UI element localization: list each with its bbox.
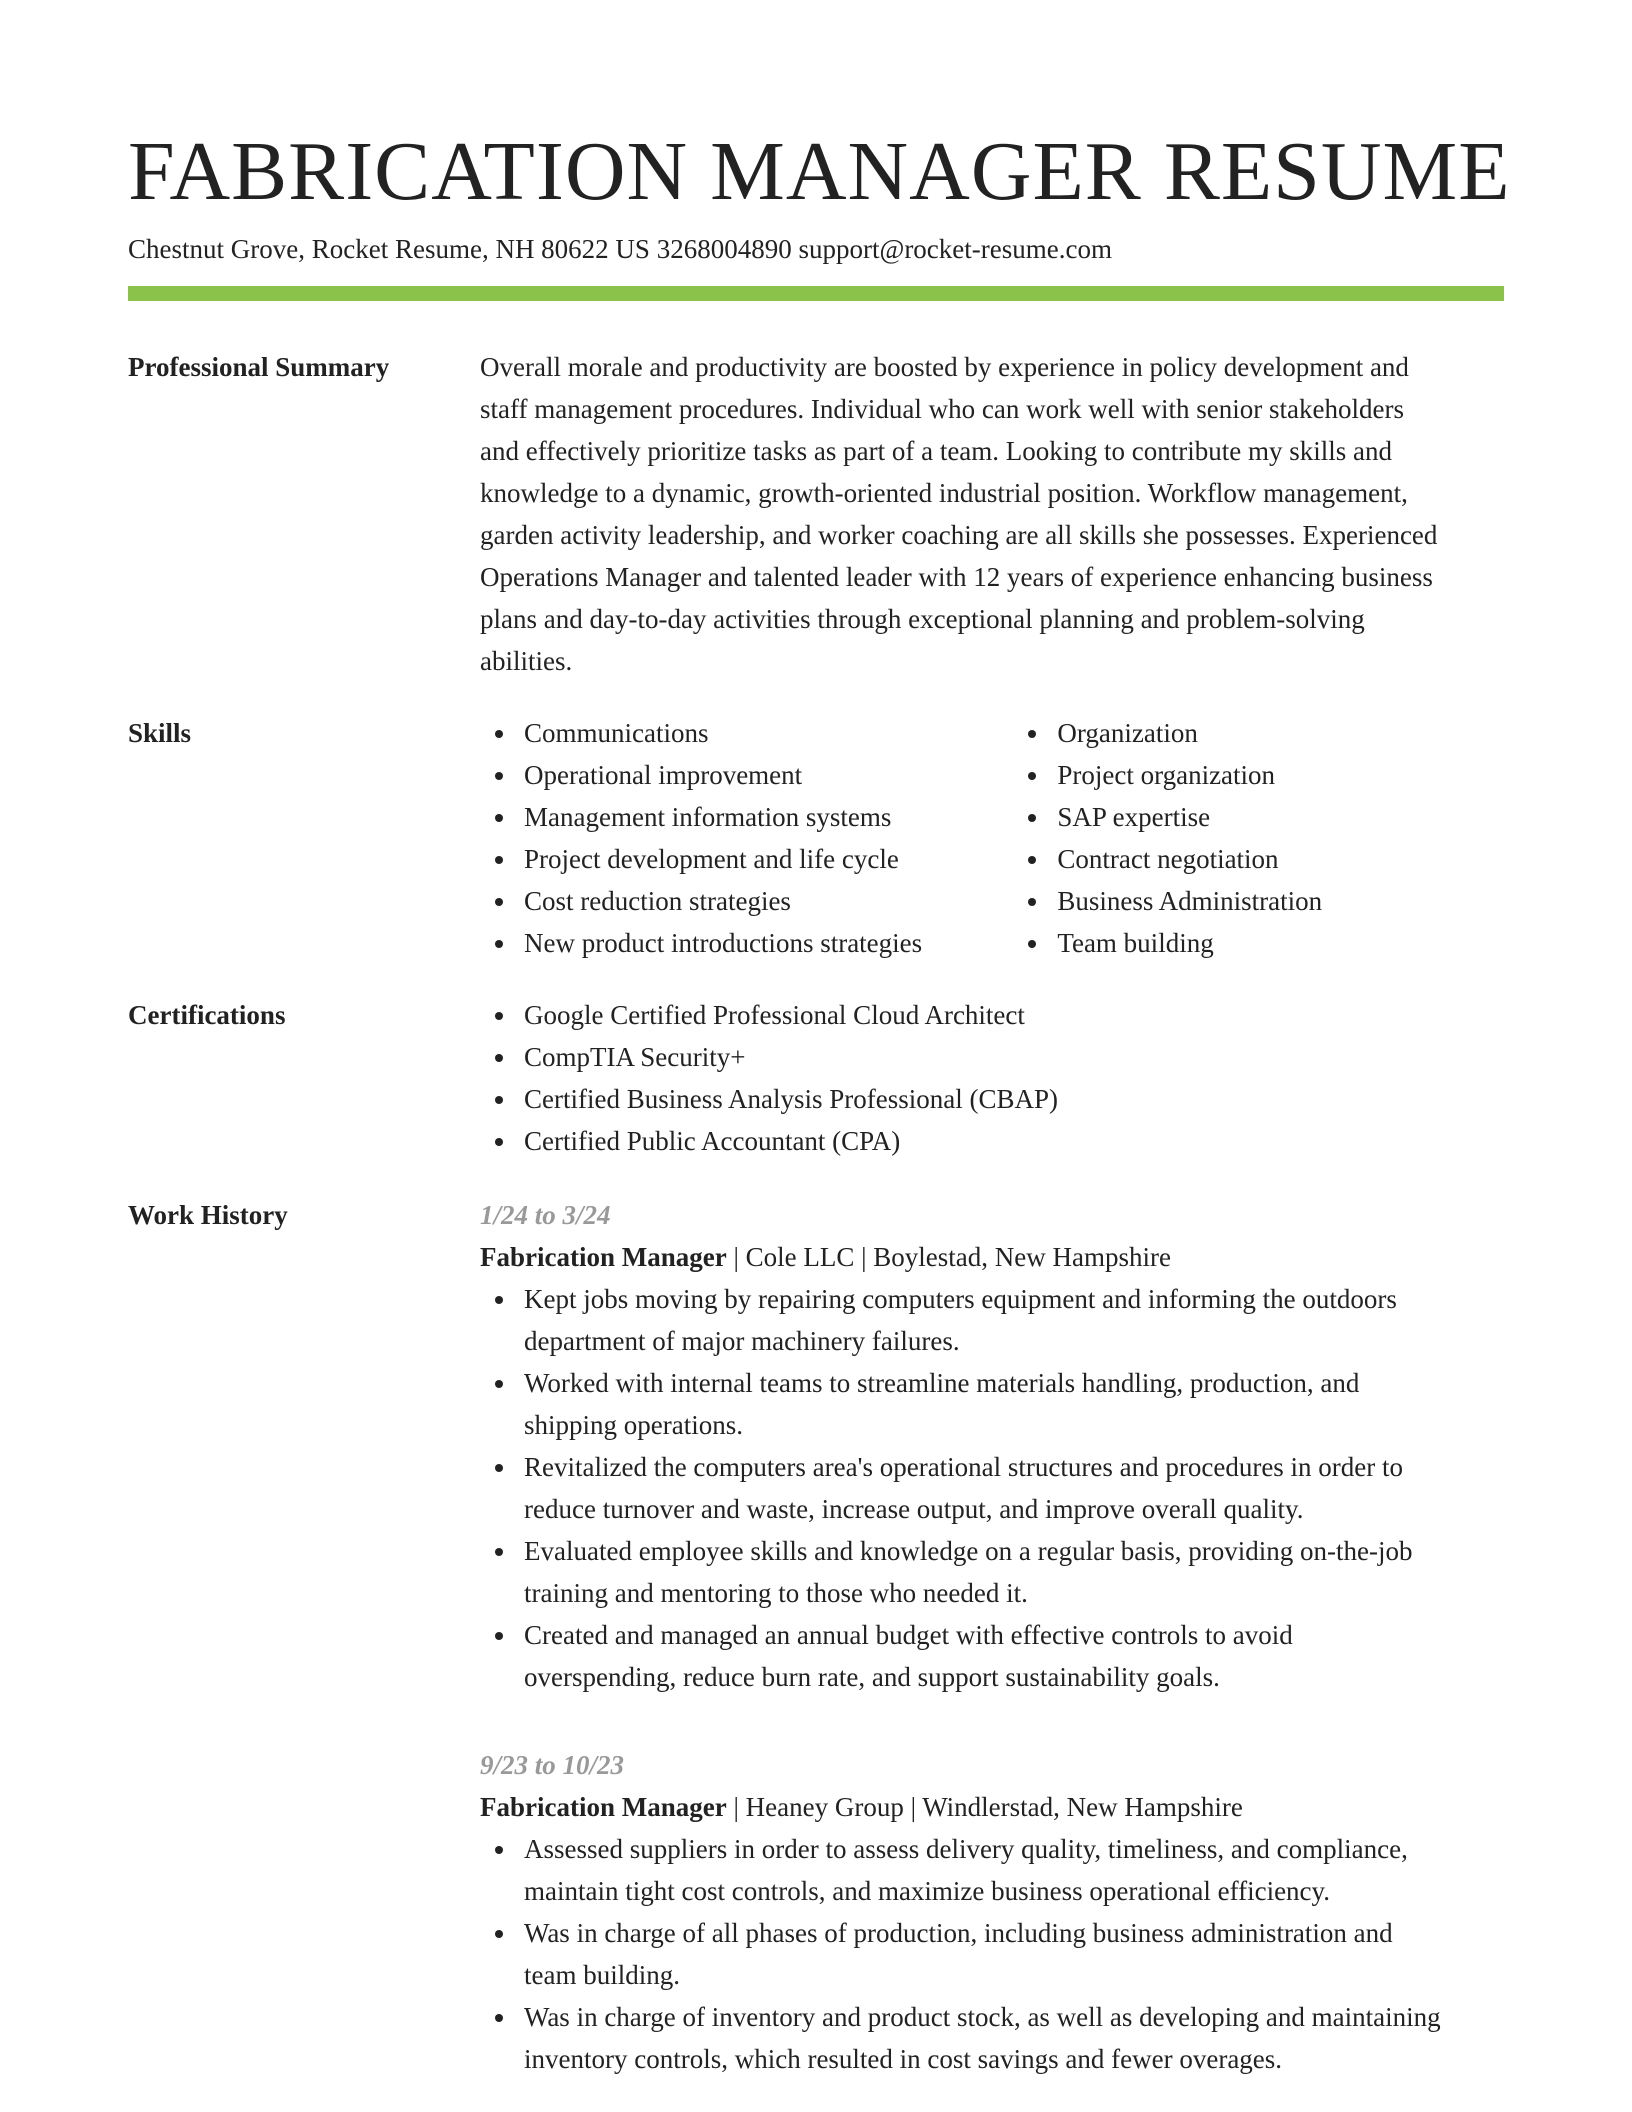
job-entry [480, 1194, 1504, 1698]
bullet-line: inventory controls, which resulted in cost savings and fewer overages. [524, 2044, 1283, 2074]
bullet-line: training and mentoring to those who needed it. [524, 1578, 1028, 1608]
job-heading [480, 1236, 1504, 1278]
summary-line: knowledge to a dynamic, growth-oriented industrial position. Workflow management, [480, 478, 1408, 508]
summary-line: garden activity leadership, and worker coaching are all skills she possesses. Experienced [480, 520, 1438, 550]
summary-line: abilities. [480, 646, 573, 676]
skill-item: Business Administration [1057, 880, 1504, 922]
skills-list-left [480, 712, 1013, 964]
certifications-list [480, 994, 1504, 1162]
job-bullet [524, 1530, 1504, 1614]
job-dates: 9/23 to 10/23 [480, 1750, 625, 1780]
bullet-line: Worked with internal teams to streamline materials handling, production, and [524, 1368, 1360, 1398]
skill-item: Project organization [1057, 754, 1504, 796]
certifications-label: Certifications [128, 1000, 286, 1030]
summary-label: Professional Summary [128, 352, 390, 382]
certification-item: Certified Business Analysis Professional (CBAP) [524, 1078, 1504, 1120]
certification-item: Google Certified Professional Cloud Architect [524, 994, 1504, 1036]
skill-item: Operational improvement [524, 754, 1013, 796]
job-bullet-list [480, 1828, 1504, 2080]
job-details: | Cole LLC | Boylestad, New Hampshire [726, 1242, 1171, 1272]
skills-body [480, 712, 1504, 964]
job-title: Fabrication Manager [480, 1242, 727, 1272]
header-divider [128, 286, 1504, 301]
job-bullet [524, 1278, 1504, 1362]
job-bullet [524, 1446, 1504, 1530]
job-entry [480, 1744, 1504, 2080]
skill-item: Project development and life cycle [524, 838, 1013, 880]
certification-item: CompTIA Security+ [524, 1036, 1504, 1078]
summary-line: plans and day-to-day activities through exceptional planning and problem-solving [480, 604, 1365, 634]
summary-line: and effectively prioritize tasks as part of a team. Looking to contribute my skills and [480, 436, 1393, 466]
bullet-line: Revitalized the computers area's operational structures and procedures in order to [524, 1452, 1404, 1482]
job-details: | Heaney Group | Windlerstad, New Hampshire [726, 1792, 1243, 1822]
skills-list-right [1013, 712, 1504, 964]
bullet-line: overspending, reduce burn rate, and support sustainability goals. [524, 1662, 1220, 1692]
contact-line: Chestnut Grove, Rocket Resume, NH 80622 US 3268004890 support@rocket-resume.com [128, 234, 1112, 264]
bullet-line: department of major machinery failures. [524, 1326, 960, 1356]
bullet-line: Was in charge of all phases of production, including business administration and [524, 1918, 1393, 1948]
job-title: Fabrication Manager [480, 1792, 727, 1822]
skill-item: Contract negotiation [1057, 838, 1504, 880]
bullet-line: Kept jobs moving by repairing computers equipment and informing the outdoors [524, 1284, 1397, 1314]
bullet-line: Was in charge of inventory and product stock, as well as developing and maintaining [524, 2002, 1441, 2032]
skill-item: New product introductions strategies [524, 922, 1013, 964]
skill-item: SAP expertise [1057, 796, 1504, 838]
skill-item: Organization [1057, 712, 1504, 754]
summary-line: Overall morale and productivity are boosted by experience in policy development and [480, 352, 1409, 382]
bullet-line: shipping operations. [524, 1410, 743, 1440]
job-bullet [524, 1996, 1504, 2080]
bullet-line: maintain tight cost controls, and maximize business operational efficiency. [524, 1876, 1331, 1906]
bullet-line: reduce turnover and waste, increase output, and improve overall quality. [524, 1494, 1304, 1524]
job-heading [480, 1786, 1504, 1828]
job-bullet [524, 1828, 1504, 1912]
skill-item: Management information systems [524, 796, 1013, 838]
bullet-line: Created and managed an annual budget with effective controls to avoid [524, 1620, 1293, 1650]
skills-label: Skills [128, 718, 192, 748]
bullet-line: team building. [524, 1960, 680, 1990]
summary-line: staff management procedures. Individual who can work well with senior stakeholders [480, 394, 1404, 424]
summary-body [480, 346, 1504, 682]
bullet-line: Assessed suppliers in order to assess delivery quality, timeliness, and compliance, [524, 1834, 1408, 1864]
work-history-label: Work History [128, 1200, 288, 1230]
job-dates: 1/24 to 3/24 [480, 1200, 611, 1230]
skill-item: Team building [1057, 922, 1504, 964]
skill-item: Cost reduction strategies [524, 880, 1013, 922]
job-bullet [524, 1912, 1504, 1996]
job-bullet [524, 1614, 1504, 1698]
resume-title: FABRICATION MANAGER RESUME [128, 125, 1511, 218]
summary-line: Operations Manager and talented leader with 12 years of experience enhancing business [480, 562, 1433, 592]
job-bullet-list [480, 1278, 1504, 1698]
bullet-line: Evaluated employee skills and knowledge on a regular basis, providing on-the-job [524, 1536, 1413, 1566]
job-bullet [524, 1362, 1504, 1446]
certifications-body [480, 994, 1504, 1162]
skill-item: Communications [524, 712, 1013, 754]
certification-item: Certified Public Accountant (CPA) [524, 1120, 1504, 1162]
